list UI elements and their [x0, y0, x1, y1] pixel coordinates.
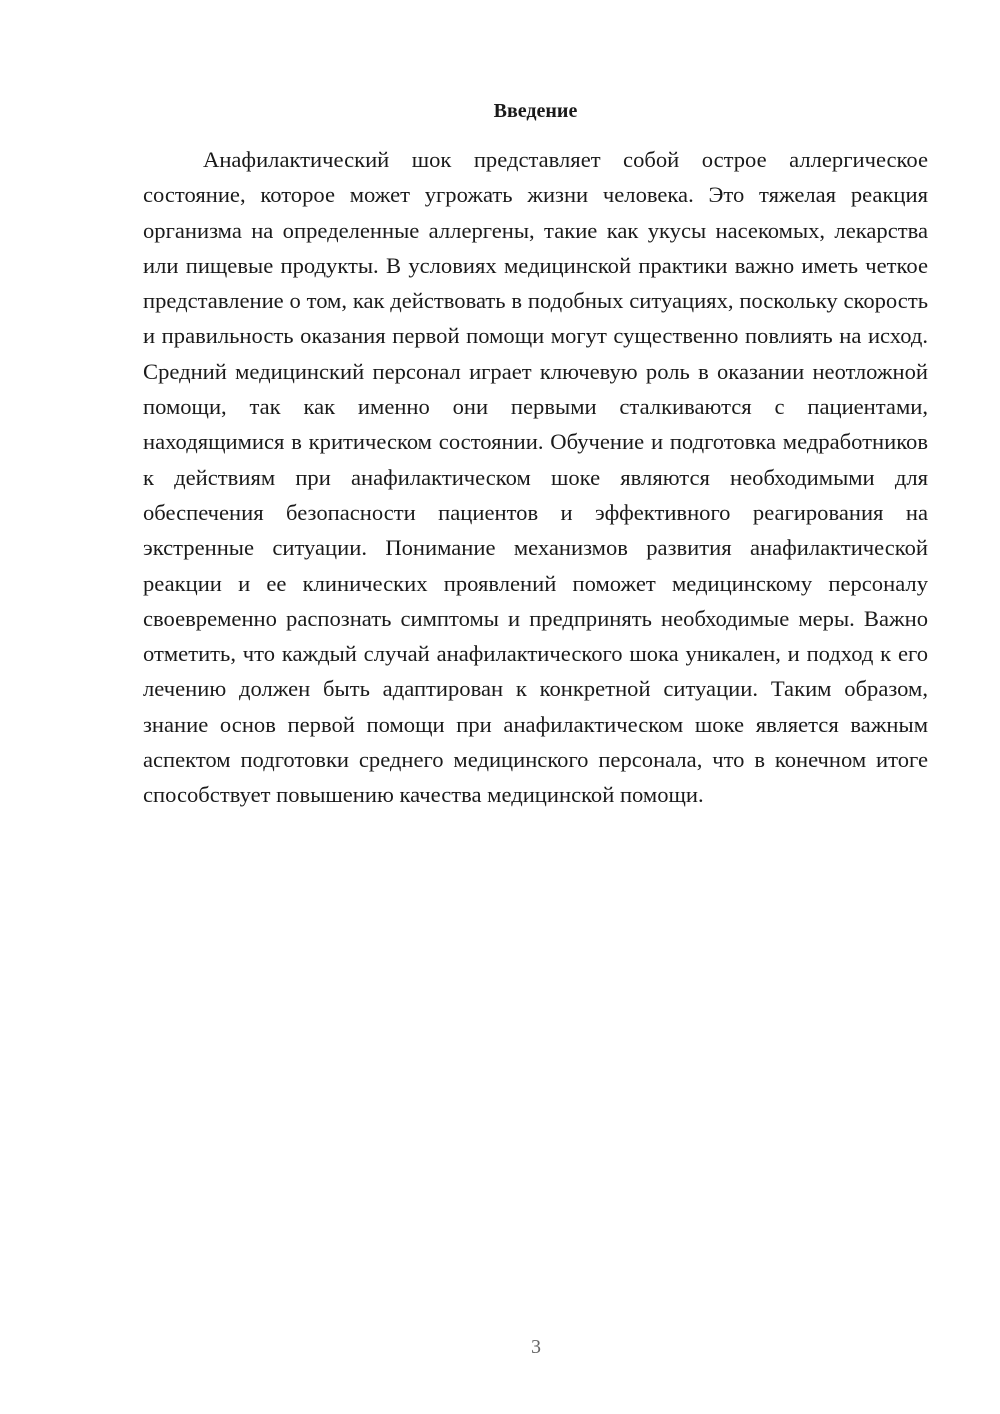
body-paragraph: Анафилактический шок представляет собой острое аллергическое состояние, которое может угрожать жизни человека. Это тяжелая реакция организма на определенные аллергены, такие как укусы насекомых, лекарства или пищевые продукты. В условиях медицинской практики важно иметь четкое представление о том, как действовать в подобных ситуациях, поскольку скорость и правильность оказания первой помощи могут существенно повлиять на исход. Средний медицинский персонал играет ключевую роль в оказании неотложной помощи, так как именно они первыми сталкиваются с пациентами, находящимися в критическом состоянии. Обучение и подготовка медработников к действиям при анафилактическом шоке являются необходимыми для обеспечения безопасности пациентов и эффективного реагирования на экстренные ситуации. Понимание механизмов развития анафилактической реакции и ее клинических проявлений поможет медицинскому персоналу своевременно распознать симптомы и предпринять необходимые меры. Важно отметить, что каждый случай анафилактического шока уникален, и подход к его лечению должен быть адаптирован к конкретной ситуации. Таким образом, знание основ первой помощи при анафилактическом шоке является важным аспектом подготовки среднего медицинского персонала, что в конечном итоге способствует повышению качества медицинской помощи.	[143, 147, 928, 808]
page-number: 3	[531, 1336, 541, 1358]
section-heading: Введение	[493, 100, 578, 122]
